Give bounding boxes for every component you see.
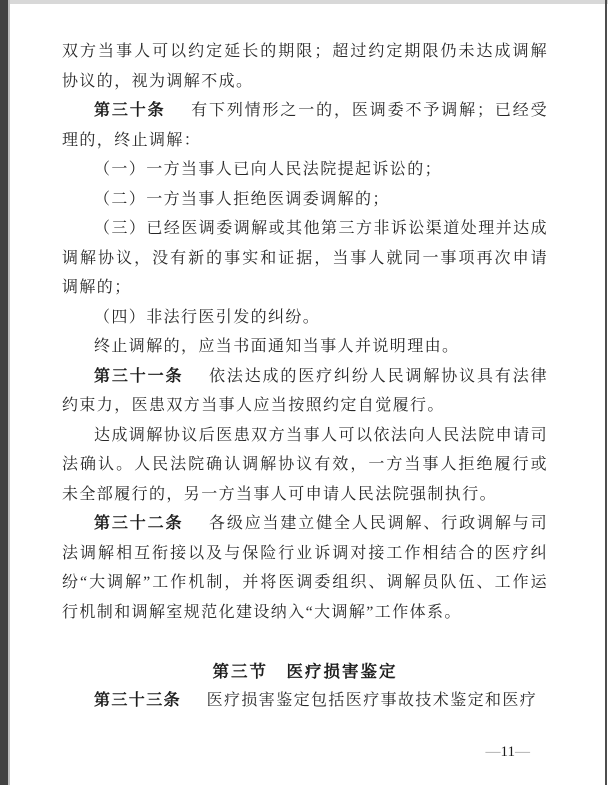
- paragraph-text: （二）一方当事人拒绝医调委调解的；: [94, 190, 390, 208]
- paragraph-text: 达成调解协议后医患双方当事人可以依法向人民法院申请司法确认。人民法院确认调解协议有效，一方当事人拒绝履行或未全部履行的，另一方当事人可申请人民法院强制执行。: [62, 426, 548, 503]
- scan-right-edge: [605, 0, 607, 785]
- scan-left-edge: [0, 0, 8, 785]
- article-31-number: 第三十一条: [94, 367, 184, 385]
- page-number-dash-right: —: [515, 744, 530, 760]
- article-33-paragraph: [62, 686, 548, 716]
- paragraph-text: 双方当事人可以约定延长的期限；超过约定期限仍未达成调解协议的，视为调解不成。: [62, 43, 548, 90]
- paragraph-text: （四）非法行医引发的纠纷。: [94, 308, 321, 326]
- paragraph-text: 依法达成的医疗纠纷人民调解协议具有法律约束力，医患双方当事人应当按照约定自觉履行。: [62, 367, 548, 414]
- list-item-1: [62, 155, 548, 185]
- paragraph-judicial-confirmation: [62, 421, 548, 510]
- article-30-number: 第三十条: [94, 102, 166, 119]
- paragraph-text: 有下列情形之一的，医调委不予调解；已经受理的，终止调解：: [62, 102, 548, 149]
- paragraph-continuation: [62, 37, 548, 96]
- article-32-number: 第三十二条: [94, 515, 184, 532]
- document-page: [62, 37, 548, 716]
- page-number: [486, 743, 530, 761]
- paragraph-text: （三）已经医调委调解或其他第三方非诉讼渠道处理并达成调解协议，没有新的事实和证据，当事人就同一事项再次申请调解的；: [62, 220, 548, 296]
- article-30-paragraph: [62, 96, 548, 155]
- page-number-value: 11: [500, 744, 515, 760]
- paragraph-termination-notice: [62, 332, 548, 362]
- article-31-paragraph: [62, 362, 548, 421]
- list-item-3: [62, 214, 548, 303]
- article-33-number: 第三十三条: [94, 692, 182, 709]
- article-32-paragraph: [62, 509, 548, 627]
- paragraph-text: 终止调解的，应当书面通知当事人并说明理由。: [94, 338, 460, 355]
- section-3-heading: 第三节 医疗损害鉴定: [212, 661, 398, 681]
- paragraph-text: 医疗损害鉴定包括医疗事故技术鉴定和医疗: [206, 692, 538, 709]
- list-item-4: [62, 303, 548, 333]
- paragraph-text: 各级应当建立健全人民调解、行政调解与司法调解相互衔接以及与保险行业诉调对接工作相结合的医疗纠纷“大调解”工作机制，并将医调委组织、调解员队伍、工作运行机制和调解室规范化建设纳入“大调解”工作体系。: [62, 515, 548, 621]
- scan-top-edge: [0, 0, 608, 4]
- list-item-2: [62, 185, 548, 215]
- scan-left-edge-shadow: [8, 0, 10, 785]
- page-number-dash-left: —: [485, 744, 501, 760]
- paragraph-text: （一）一方当事人已向人民法院提起诉讼的；: [94, 161, 443, 178]
